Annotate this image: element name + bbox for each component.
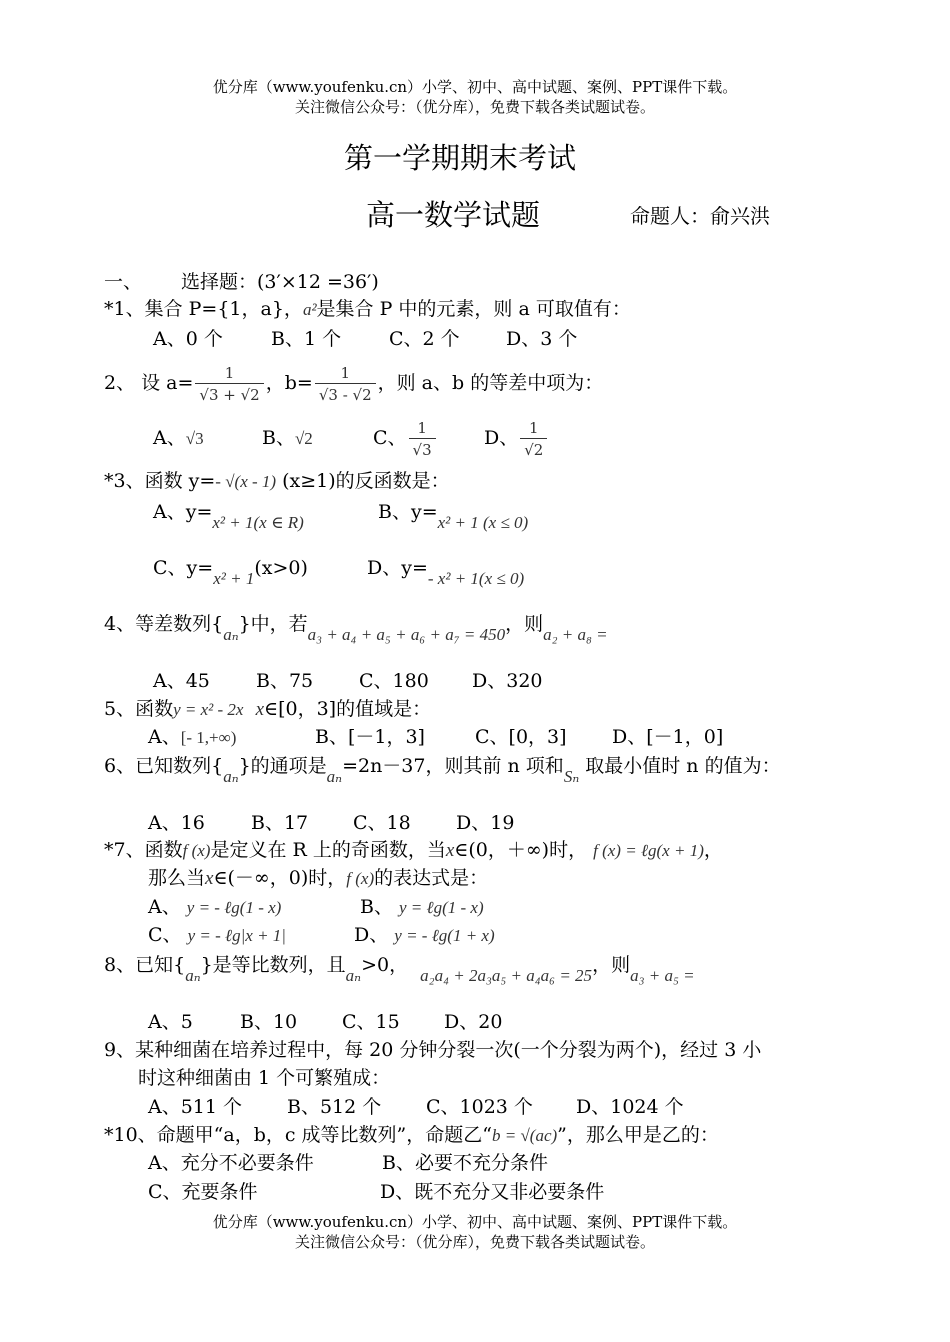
q7-stem-line2: 那么当x∈(－∞，0)时，f (x)的表达式是： (148, 867, 489, 889)
q1-a-squared: a² (302, 300, 317, 319)
site-footer-line1: 优分库（www.youfenku.cn）小学、初中、高中试题、案例、PPT课件下载。 (212, 1213, 738, 1231)
q6-option-c: C、18 (353, 812, 411, 834)
q4-option-d: D、320 (472, 670, 543, 692)
q5-stem: 5、函数y = x² - 2x x∈[0，3]的值域是： (104, 698, 432, 720)
q2-stem: 2、 设 a= $\frac{1}{√3 + √2}$ ，b= $\frac{1}{√3 - √2}$ ，则 a、b 的等差中项为： (104, 363, 604, 404)
q9-option-d: D、1024 个 (576, 1096, 684, 1118)
q10-option-c: C、充要条件 (148, 1181, 258, 1203)
section-number: 一、 (104, 271, 143, 293)
q7-stem: *7、函数f (x)是定义在 R 上的奇函数，当x∈(0，＋∞)时， f (x) = ℓg(x + 1)， (104, 839, 723, 861)
q4-option-a: A、45 (153, 670, 210, 692)
q10-option-b: B、必要不充分条件 (382, 1152, 548, 1174)
q1-option-b: B、1 个 (271, 328, 342, 350)
exam-title: 第一学期期末考试 (344, 141, 577, 175)
q10-stem: *10、命题甲“a，b，c 成等比数列”，命题乙“b = √(ac)”，那么甲是乙的： (104, 1124, 719, 1146)
q3-option-c: C、y=x² + 1(x>0) (153, 557, 308, 588)
q9-stem-line2: 时这种细菌由 1 个可繁殖成： (138, 1067, 391, 1089)
q6-option-b: B、17 (251, 812, 309, 834)
q10-option-d: D、既不充分又非必要条件 (380, 1181, 605, 1203)
q8-option-a: A、5 (148, 1011, 193, 1033)
q2-option-b: B、√2 (262, 427, 313, 449)
q9-stem-line1: 9、某种细菌在培养过程中，每 20 分钟分裂一次(一个分裂为两个)，经过 3 小 (104, 1039, 762, 1061)
q4-option-b: B、75 (256, 670, 314, 692)
q10-option-a: A、充分不必要条件 (148, 1152, 314, 1174)
q4-option-c: C、180 (359, 670, 429, 692)
q7-option-c: C、 y = - ℓg|x + 1| (148, 924, 286, 946)
q2-option-c: C、 $\frac{1}{√3}$ (373, 412, 438, 464)
q3-stem: *3、函数 y=- √(x - 1) (x≥1)的反函数是： (104, 470, 450, 492)
q2-option-a: A、√3 (153, 427, 204, 449)
q3-option-b: B、y=x² + 1 (x ≤ 0) (378, 501, 529, 532)
q5-option-c: C、[0，3] (475, 726, 567, 748)
q7-option-b: B、 y = ℓg(1 - x) (360, 896, 484, 918)
q1-stem: *1、集合 P={1，a}，a²是集合 P 中的元素，则 a 可取值有： (104, 298, 631, 320)
q8-option-c: C、15 (342, 1011, 400, 1033)
q2-option-d: D、 $\frac{1}{√2}$ (484, 412, 549, 464)
site-footer-line2: 关注微信公众号：（优分库），免费下载各类试题试卷。 (294, 1233, 655, 1251)
q9-option-a: A、511 个 (148, 1096, 243, 1118)
q5-option-a: A、[- 1,+∞) (148, 726, 237, 748)
q8-option-b: B、10 (240, 1011, 298, 1033)
q3-option-d: D、y=- x² + 1(x ≤ 0) (367, 557, 525, 588)
q5-option-d: D、[－1，0] (612, 726, 724, 748)
q9-option-c: C、1023 个 (426, 1096, 533, 1118)
q5-option-b: B、[－1，3] (315, 726, 425, 748)
q3-option-a: A、y=x² + 1(x ∈ R) (153, 501, 304, 532)
q2-fraction-b: $\frac{1}{√3 - √2}$ (315, 363, 376, 406)
q6-option-a: A、16 (148, 812, 205, 834)
q4-stem: 4、等差数列{aₙ}中，若a₃ + a₄ + a₅ + a₆ + a₇ = 450，则a₂ + a₈ = (104, 613, 608, 644)
q8-stem: 8、已知{aₙ}是等比数列，且aₙ>0， a₂a₄ + 2a₃a₅ + a₄a₆ = 25，则a₃ + a₅ = (104, 954, 695, 985)
q1-option-c: C、2 个 (389, 328, 460, 350)
q7-option-a: A、 y = - ℓg(1 - x) (148, 896, 282, 918)
q9-option-b: B、512 个 (287, 1096, 382, 1118)
exam-author: 命题人：俞兴洪 (630, 204, 770, 228)
q8-option-d: D、20 (444, 1011, 503, 1033)
site-banner-line1: 优分库（www.youfenku.cn）小学、初中、高中试题、案例、PPT课件下载。 (212, 78, 738, 96)
section-label: 选择题：(3′×12 =36′) (181, 271, 379, 293)
q1-option-d: D、3 个 (506, 328, 578, 350)
q3-func: - √(x - 1) (215, 472, 277, 491)
q1-option-a: A、0 个 (153, 328, 223, 350)
q2-fraction-a: $\frac{1}{√3 + √2}$ (195, 363, 263, 406)
exam-subtitle: 高一数学试题 (366, 198, 541, 232)
q7-option-d: D、 y = - ℓg(1 + x) (354, 924, 495, 946)
site-banner-line2: 关注微信公众号：（优分库），免费下载各类试题试卷。 (294, 98, 655, 116)
q6-stem: 6、已知数列{aₙ}的通项是aₙ=2n－37，则其前 n 项和Sₙ 取最小值时 n 的值为： (104, 755, 781, 786)
q6-option-d: D、19 (456, 812, 515, 834)
